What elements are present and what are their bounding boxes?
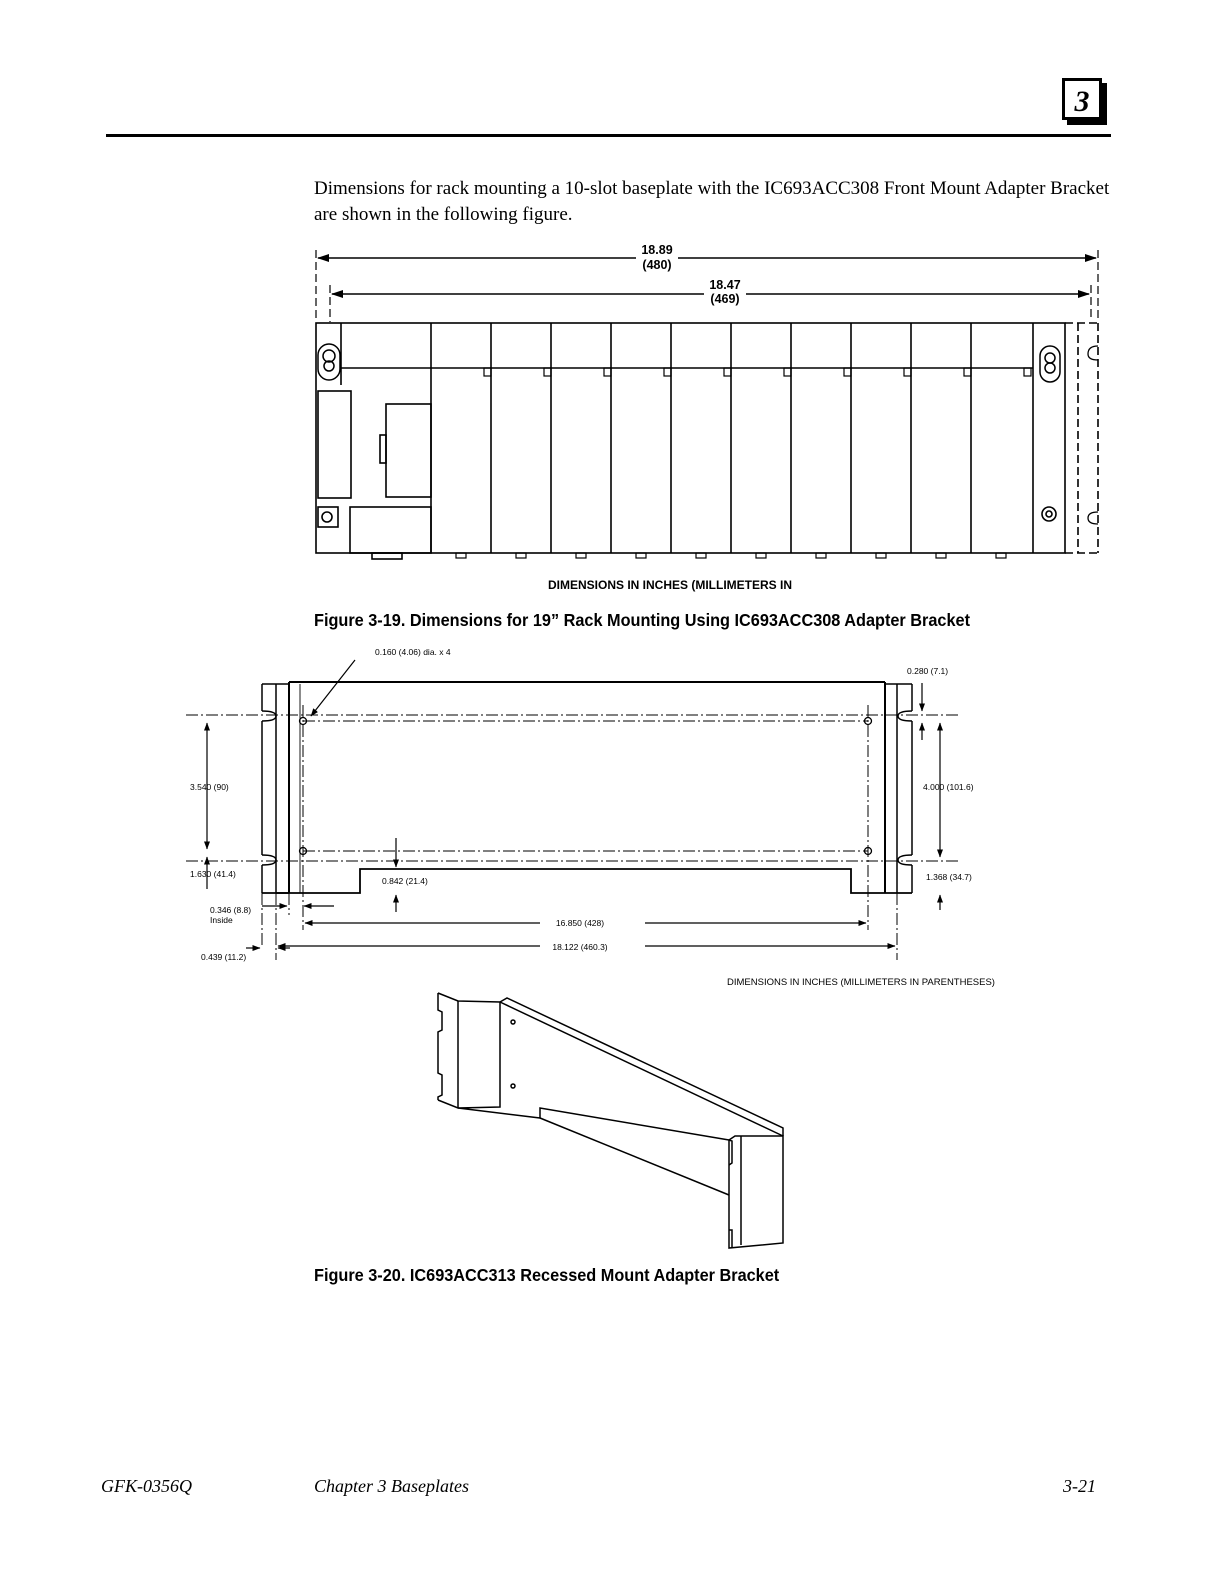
fig20-dim-hole-span: 16.850 (428): [555, 918, 605, 928]
fig19-dim-overall-mm: (480): [642, 258, 672, 272]
figure-3-20-caption: Figure 3-20. IC693ACC313 Recessed Mount Adapter Bracket: [314, 1265, 780, 1285]
header-rule: [106, 134, 1111, 137]
intro-paragraph: Dimensions for rack mounting a 10-slot baseplate with the IC693ACC308 Front Mount Adapter Bracket are shown in the following figure.: [314, 178, 1110, 225]
fig20-dim-bottom-hole: 1.630 (41.4): [190, 869, 236, 879]
keyhole-slot-left: [318, 344, 340, 380]
fig20-dim-hole-spacing: 3.540 (90): [190, 782, 229, 792]
fig20-dim-inside-label: Inside: [210, 915, 233, 925]
fig20-dim-arrows: [207, 660, 940, 948]
fig20-mounting-holes: [300, 718, 872, 855]
keyhole-slot-right: [1040, 346, 1060, 382]
fig20-dim-slot-spacing: 4.000 (101.6): [923, 782, 974, 792]
fig19-dim-inner-mm: (469): [710, 292, 740, 306]
chapter-badge: 3: [1062, 78, 1102, 120]
figure-3-19-caption: Figure 3-19. Dimensions for 19” Rack Mounting Using IC693ACC308 Adapter Bracket: [314, 610, 970, 630]
footer-page-number: 3-21: [1063, 1476, 1096, 1496]
fig20-centerlines: [186, 705, 960, 960]
fig20-dim-flange: 0.439 (11.2): [201, 952, 247, 962]
fig20-units-note: DIMENSIONS IN INCHES (MILLIMETERS IN PARENTHESES): [727, 977, 995, 988]
fig20-isometric-bracket: [438, 993, 783, 1248]
fig20-bracket-outline: [262, 682, 912, 893]
fig20-dim-overall-width: 18.122 (460.3): [552, 942, 608, 952]
fig20-dim-slot-width: 0.280 (7.1): [907, 666, 949, 676]
bracket-notches: [1088, 346, 1098, 524]
fig20-dim-bottom-slot: 1.368 (34.7): [926, 872, 972, 882]
baseplate-outline: [316, 323, 1098, 559]
footer-chapter: Chapter 3 Baseplates: [314, 1476, 469, 1496]
fig20-dim-cutout-depth: 0.842 (21.4): [382, 876, 428, 886]
fig19-extension-lines: [316, 250, 1098, 322]
footer-doc-id: GFK-0356Q: [101, 1476, 192, 1496]
fig19-units-note: DIMENSIONS IN INCHES (MILLIMETERS IN: [548, 578, 793, 592]
fig19-dim-overall: 18.89: [641, 243, 673, 257]
fig19-dim-inner: 18.47: [709, 278, 741, 292]
fig20-dim-inside: 0.346 (8.8): [210, 905, 252, 915]
module-tabs: [456, 368, 1031, 558]
fig20-hole-note: 0.160 (4.06) dia. x 4: [375, 647, 451, 657]
